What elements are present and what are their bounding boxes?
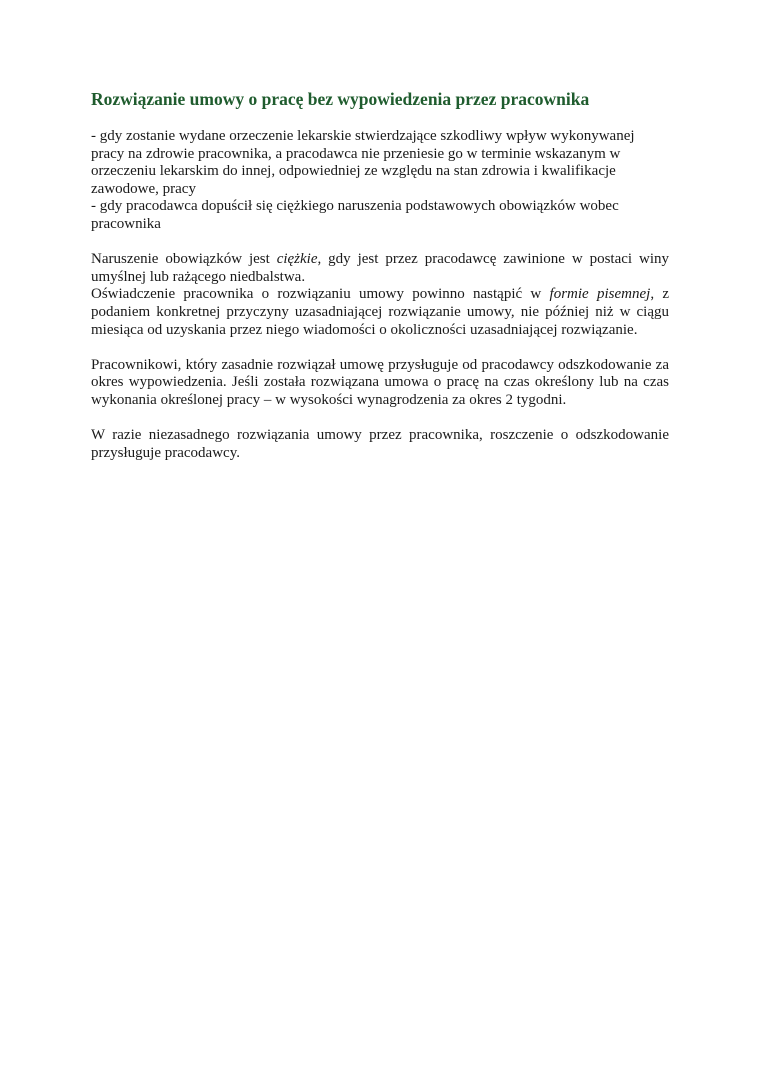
paragraph-spacer (91, 410, 669, 428)
bullet-medical-certificate: - gdy zostanie wydane orzeczenie lekarskie stwierdzające szkodliwy wpływ wykonywanej pracy na zdrowie pracownika, a pracodawca nie przeniesie go w terminie wskazanym w orzeczeniu lekarskim do innej, odpowiedniej ze względu na stan zdrowia i kwalifikacje zawodowe, pracy (91, 128, 635, 197)
paragraph-unjustified-termination: W razie niezasadnego rozwiązania umowy przez pracownika, roszczenie o odszkodowanie przysługuje pracodawcy. (91, 427, 669, 461)
document-title: Rozwiązanie umowy o pracę bez wypowiedzenia przez pracownika (91, 89, 590, 109)
paragraph-serious-breach-text-start: Naruszenie obowiązków jest (91, 251, 277, 268)
emphasis-serious: ciężkie (276, 251, 318, 268)
emphasis-written-form: formie pisemnej (549, 286, 651, 303)
paragraph-serious-breach-text-end: , gdy jest przez pracodawcę zawinione w postaci winy umyślnej lub rażącego niedbalstwa. (91, 251, 669, 285)
bullet-employer-breach: - gdy pracodawca dopuścił się ciężkiego naruszenia podstawowych obowiązków wobec pracownika (91, 198, 619, 232)
document-page (91, 88, 669, 462)
paragraph-compensation: Pracownikowi, który zasadnie rozwiązał umowę przysługuje od pracodawcy odszkodowanie za okres wypowiedzenia. Jeśli została rozwiązana umowa o pracę na czas określony lub na czas wykonania określonej pracy – w wysokości wynagrodzenia za okres 2 tygodni. (91, 356, 669, 408)
paragraph-serious-breach (91, 251, 669, 286)
paragraph-written-form (91, 286, 669, 339)
paragraph-spacer (91, 339, 669, 357)
paragraph-written-form-text-end: , z podaniem konkretnej przyczyny uzasadniającej rozwiązanie umowy, nie później niż w ciągu miesiąca od uzyskania przez niego wiadomości o okoliczności uzasadniającej rozwiązanie. (91, 286, 669, 338)
paragraph-written-form-text-start: Oświadczenie pracownika o rozwiązaniu umowy powinno nastąpić w (91, 286, 550, 303)
paragraph-spacer (91, 234, 669, 252)
